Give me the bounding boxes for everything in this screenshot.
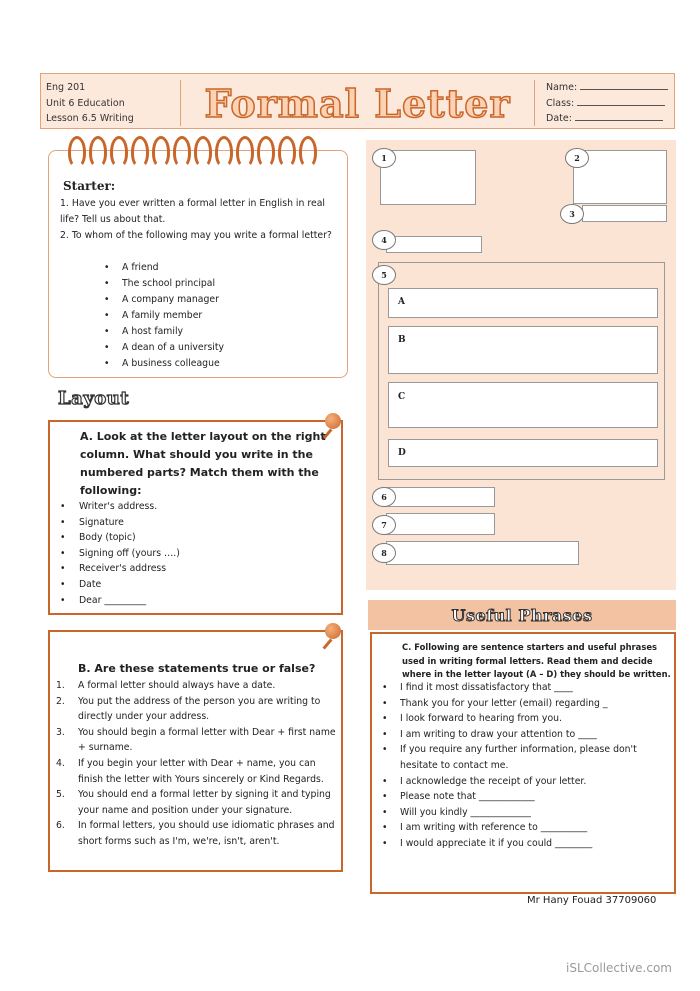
list-item: 3. You should begin a formal letter with Dear + first name + surname. (56, 726, 336, 754)
list-item: • Body (topic) (55, 530, 180, 546)
list-item: • A business colleague (104, 356, 224, 372)
label-4: 4 (372, 230, 396, 250)
ring-icon (299, 136, 317, 168)
list-item: • Signature (55, 515, 180, 531)
list-item: • Receiver's address (55, 561, 180, 577)
ring-icon (215, 136, 233, 168)
ring-icon (278, 136, 296, 168)
list-item: • Thank you for your letter (email) regarding _ (378, 696, 673, 712)
list-item: 6. In formal letters, you should use idiomatic phrases and short forms such as I'm, we're, isn't, aren't. (56, 820, 335, 847)
label-3: 3 (560, 204, 584, 224)
list-item: • Will you kindly _____________ (378, 805, 673, 821)
section-b-title: B. Are these statements true or false? (78, 662, 316, 675)
list-item: • I would appreciate it if you could ________ (378, 836, 673, 852)
pin-icon (325, 623, 341, 639)
notebook-rings (68, 136, 317, 168)
list-item: 5. You should end a formal letter by signing it and typing your name and position under your signature. (56, 789, 331, 816)
ring-icon (131, 136, 149, 168)
student-info (546, 80, 668, 127)
date-label: Date: (546, 113, 572, 124)
list-item: • Dear _________ (55, 593, 180, 609)
list-item: • A host family (104, 324, 224, 340)
site-watermark: iSLCollective.com (566, 961, 672, 975)
list-item: • Writer's address. (55, 499, 180, 515)
ring-icon (152, 136, 170, 168)
label-7: 7 (372, 515, 396, 535)
date-blank[interactable] (575, 111, 663, 121)
list-item: 4. If you begin your letter with Dear + name, you can finish the letter with Yours sincerely or Kind Regards. (56, 757, 324, 785)
ring-icon (257, 136, 275, 168)
part-d-box (388, 439, 658, 467)
course-info (46, 80, 134, 127)
useful-phrases-header (368, 600, 676, 630)
list-item: • A company manager (104, 292, 224, 308)
label-8: 8 (372, 543, 396, 563)
part-c-box (388, 382, 658, 428)
list-item: • I acknowledge the receipt of your letter. (378, 774, 673, 790)
phrases-list (378, 680, 673, 852)
part-b-label: B (398, 335, 406, 345)
unit-name: Unit 6 Education (46, 97, 125, 109)
page-title-box (180, 80, 535, 126)
ring-icon (89, 136, 107, 168)
pin-icon (325, 413, 341, 429)
starter-question-1: 1. Have you ever written a formal letter in English in real life? Tell us about that. (60, 198, 325, 225)
ring-icon (68, 136, 86, 168)
ring-icon (194, 136, 212, 168)
useful-phrases-title: Useful Phrases (451, 605, 593, 625)
list-item: • A dean of a university (104, 340, 224, 356)
ring-icon (110, 136, 128, 168)
class-blank[interactable] (577, 96, 665, 106)
part-a-label: A (398, 297, 405, 307)
part-c-label: C (398, 392, 406, 402)
starter-question-2: 2. To whom of the following may you write a formal letter? (60, 230, 332, 241)
section-a-title: A. Look at the letter layout on the right column. What should you write in the numbered parts? Match them with the following: (80, 430, 326, 497)
name-blank[interactable] (580, 80, 668, 90)
author-credit: Mr Hany Fouad 37709060 (527, 895, 657, 906)
label-1: 1 (372, 148, 396, 168)
list-item: • I am writing to draw your attention to ____ (378, 727, 673, 743)
recipient-options (104, 260, 224, 372)
list-item: • Please note that ____________ (378, 789, 673, 805)
label-6: 6 (372, 487, 396, 507)
part-d-label: D (398, 448, 406, 458)
section-b-list (56, 678, 338, 850)
ring-icon (236, 136, 254, 168)
list-item: 1. A formal letter should always have a date. (56, 680, 276, 691)
list-item: • Date (55, 577, 180, 593)
part-a-box (388, 288, 658, 318)
list-item: • Signing off (yours ….) (55, 546, 180, 562)
label-5: 5 (372, 265, 396, 285)
list-item: • A family member (104, 308, 224, 324)
list-item: • The school principal (104, 276, 224, 292)
starter-title: Starter: (63, 179, 116, 193)
list-item: 2. You put the address of the person you are writing to directly under your address. (56, 695, 321, 723)
layout-heading: Layout (58, 388, 130, 409)
label-2: 2 (565, 148, 589, 168)
part-4-box (386, 236, 482, 253)
section-a-list (55, 499, 180, 608)
list-item: • I look forward to hearing from you. (378, 711, 673, 727)
lesson-name: Lesson 6.5 Writing (46, 113, 134, 124)
page-title: Formal Letter (204, 80, 511, 126)
section-c-intro: C. Following are sentence starters and useful phrases used in writing formal letters. Read them and decide where in the letter layout (A – D) they should be written. (402, 642, 671, 679)
list-item: • I am writing with reference to __________ (378, 820, 673, 836)
part-3-box (582, 205, 667, 222)
class-label: Class: (546, 97, 575, 109)
part-7-box (386, 513, 495, 535)
ring-icon (173, 136, 191, 168)
list-item: • A friend (104, 260, 224, 276)
list-item: • If you require any further information, please don't hesitate to contact me. (378, 742, 673, 773)
part-8-box (386, 541, 579, 565)
course-code: Eng 201 (46, 82, 86, 93)
list-item: • I find it most dissatisfactory that ____ (378, 680, 673, 696)
part-6-box (386, 487, 495, 507)
name-label: Name: (546, 82, 578, 93)
part-b-box (388, 326, 658, 374)
